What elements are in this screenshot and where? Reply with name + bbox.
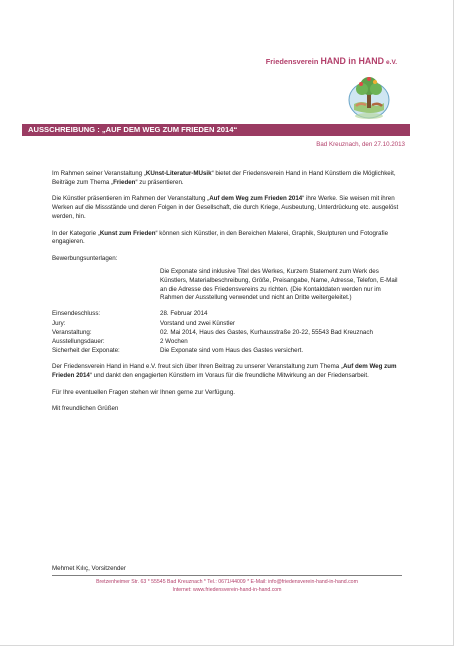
text: Der Friedensverein Hand in Hand e.V. freut sich über Ihren Beitrag zu unserer Veranstaltung zum Thema „ <box>52 363 343 371</box>
info-value-event: 02. Mai 2014, Haus des Gastes, Kurhausstraße 20-22, 55543 Bad Kreuznach <box>160 328 373 336</box>
footer-divider <box>52 575 402 576</box>
tree-hands-globe-logo-icon <box>342 70 396 122</box>
paragraph-intro <box>52 170 402 188</box>
event-name: KUnst-Literatur-MUsik <box>145 170 212 177</box>
info-table <box>52 309 402 355</box>
footer-contact: Bretzenheimer Str. 63 * 55545 Bad Kreuznach * Tel.: 0671/44009 * E-Mail: info@friedensverein-hand-in-hand.com <box>96 579 358 585</box>
announcement-banner: AUSSCHREIBUNG : „AUF DEM WEG ZUM FRIEDEN 2014“ <box>22 124 410 136</box>
place-date: Bad Kreuznach, den 27.10.2013 <box>316 141 405 148</box>
application-label: Bewerbungsunterlagen: <box>52 254 118 262</box>
text: “ ihre Werke. Sie weisen mit ihren Werken auf die Missstände und deren Folgen in der Gesellschaft, die durch Kriege, Ausbeutung, Unterdrückung etc. ausgelöst werden, hin. <box>52 195 399 221</box>
info-value-deadline: 28. Februar 2014 <box>160 310 208 318</box>
info-label-deadline: Einsendeschluss: <box>52 310 101 318</box>
info-label-insurance: Sicherheit der Exponate: <box>52 347 120 355</box>
paragraph-thanks <box>52 363 402 381</box>
paragraph-category <box>52 230 402 248</box>
footer-website: Internet: www.friedensverein-hand-in-hand.com <box>172 587 282 594</box>
paragraph-questions: Für Ihre eventuellen Fragen stehen wir Ihnen gerne zur Verfügung. <box>52 388 235 396</box>
text: Die Künstler präsentieren im Rahmen der Veranstaltung „ <box>52 195 210 203</box>
org-suffix: e.V. <box>386 59 397 66</box>
info-label-event: Veranstaltung: <box>52 328 92 336</box>
letter-body <box>52 170 402 422</box>
theme-name: Frieden <box>113 178 136 186</box>
info-label-jury: Jury: <box>52 319 66 327</box>
text: “ bietet der Friedensverein Hand in Hand Künstlern die Möglichkeit, Beiträge zum Thema „ <box>52 170 396 186</box>
info-value-duration: 2 Wochen <box>160 337 188 345</box>
text: “ zu präsentieren. <box>135 178 184 186</box>
text: Im Rahmen seiner Veranstaltung „ <box>52 170 146 177</box>
org-prefix: Friedensverein <box>265 57 319 66</box>
event-title: Auf dem Weg zum Frieden 2014 <box>209 195 303 203</box>
text: In der Kategorie „ <box>52 229 100 237</box>
info-value-insurance: Die Exponate sind vom Haus des Gastes versichert. <box>160 347 304 355</box>
text: “ und dankt den engagierten Künstlern im Voraus für die freundliche Mitwirkung an der Friedensarbeit. <box>89 372 369 380</box>
org-name: HAND in HAND <box>320 56 384 66</box>
info-value-jury: Vorstand und zwei Künstler <box>160 319 235 327</box>
text: “ können sich Künstler, in den Bereichen Malerei, Graphik, Skulpturen und Fotografie engagieren. <box>52 229 389 246</box>
info-label-duration: Ausstellungsdauer: <box>52 337 105 345</box>
application-text: Die Exponate sind inklusive Titel des Werkes, Kurzem Statement zum Werk des Künstlers, Materialbeschreibung, Größe, Preisangabe, Name, Adresse, Telefon, E-Mail an die Adresse des Friedensvereins zu richten. (Die Kontaktdaten werden nur im Rahmen der Ausstellung verwendet und nicht an Dritte weitergeleitet.) <box>160 267 398 302</box>
event-title: Auf dem Weg zum Frieden 2014 <box>52 363 397 380</box>
paragraph-artists <box>52 195 402 222</box>
signature: Mehmet Kılıç, Vorsitzender <box>52 565 126 572</box>
footer <box>52 578 402 594</box>
org-header <box>266 56 397 66</box>
closing-greeting: Mit freundlichen Grüßen <box>52 405 119 413</box>
category-name: Kunst zum Frieden <box>99 229 156 237</box>
